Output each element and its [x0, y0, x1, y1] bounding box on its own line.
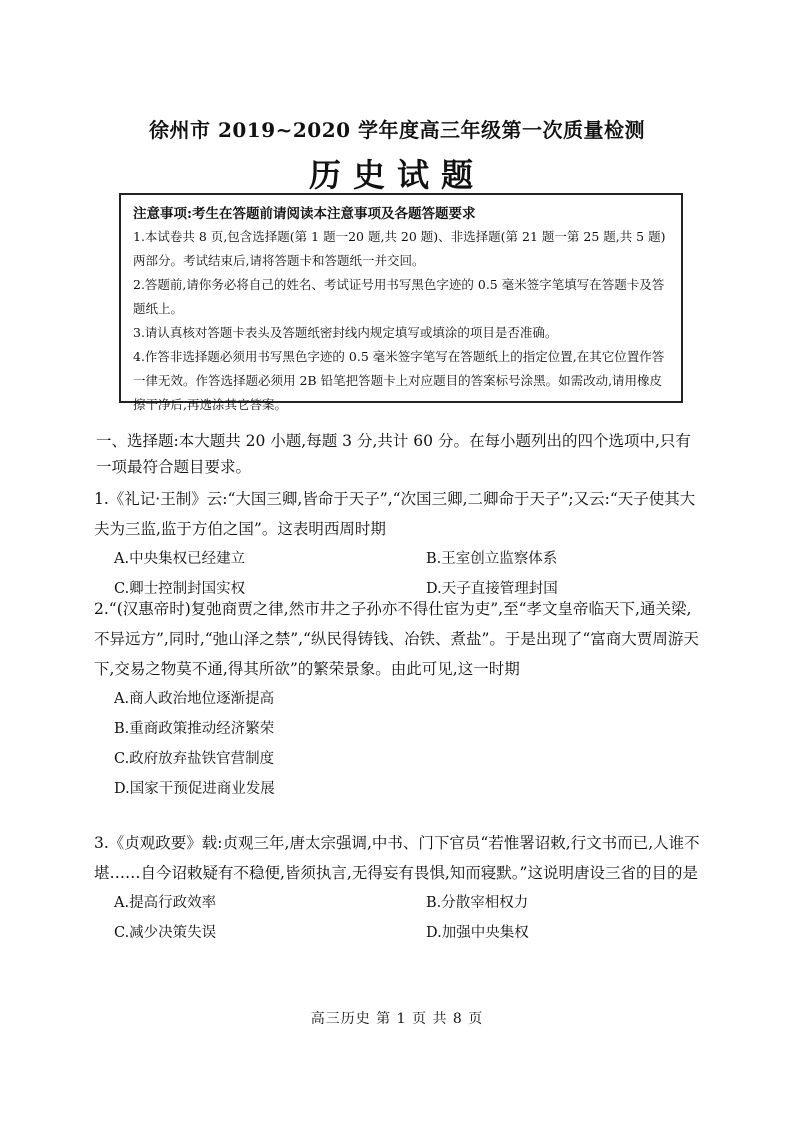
question-2 — [94, 594, 704, 804]
question-stem: 1.《礼记·王制》云:“大国三卿,皆命于天子”,“次国三卿,二卿命于天子”;又云:“天子使其大夫为三监,监于方伯之国”。这表明西周时期 — [94, 490, 696, 538]
option-b: B.分散宰相权力 — [426, 895, 529, 911]
option-b: B.重商政策推动经济繁荣 — [114, 721, 275, 737]
option-d: D.国家干预促进商业发展 — [114, 781, 275, 797]
notice-item: 1.本试卷共 8 页,包含选择题(第 1 题一20 题,共 20 题)、非选择题(第 21 题一第 25 题,共 5 题)两部分。考试结束后,请将答题卡和答题纸一并交回。 — [133, 229, 666, 268]
subject-title: 历史试题 — [308, 156, 485, 194]
section-heading: 一、选择题:本大题共 20 小题,每题 3 分,共计 60 分。在每小题列出的四个选项中,只有一项最符合题目要求。 — [96, 432, 691, 476]
option-b: B.王室创立监察体系 — [426, 551, 558, 567]
notice-item: 2.答题前,请你务必将自己的姓名、考试证号用书写黑色字迹的 0.5 毫米签字笔填写在答题卡及答题纸上。 — [133, 277, 665, 316]
option-a: A.中央集权已经建立 — [114, 551, 246, 567]
notice-heading: 注意事项:考生在答题前请阅读本注意事项及各题答题要求 — [133, 206, 476, 222]
option-a: A.商人政治地位逐渐提高 — [114, 691, 275, 707]
question-3 — [94, 828, 704, 948]
question-stem: 3.《贞观政要》载:贞观三年,唐太宗强调,中书、门下官员“若惟署诏敕,行文书而已,人谁不堪……自今诏敕疑有不稳便,皆须执言,无得妄有畏惧,知而寝默。”这说明唐设三省的目的是 — [94, 834, 700, 882]
option-d: D.加强中央集权 — [426, 925, 529, 941]
notice-box — [119, 193, 683, 412]
option-c: C.卿士控制封国实权 — [114, 581, 246, 597]
option-d: D.天子直接管理封国 — [426, 581, 558, 597]
exam-title: 徐州市 2019~2020 学年度高三年级第一次质量检测 — [148, 118, 645, 142]
option-c: C.政府放弃盐铁官营制度 — [114, 751, 275, 767]
question-stem: 2.“(汉惠帝时)复弛商贾之律,然市井之子孙亦不得仕宦为吏”,至“孝文皇帝临天下,通关梁,不异远方”,同时,“弛山泽之禁”,“纵民得铸钱、冶铁、煮盐”。于是出现了“富商大贾周游天下,交易之物莫不通,得其所欲”的繁荣景象。由此可见,这一时期 — [94, 600, 699, 678]
notice-item: 3.请认真核对答题卡表头及答题纸密封线内规定填写或填涂的项目是否准确。 — [133, 325, 558, 340]
option-row — [94, 544, 704, 574]
option-a: A.提高行政效率 — [114, 895, 217, 911]
notice-item: 4.作答非选择题必须用书写黑色字迹的 0.5 毫米签字笔写在答题纸上的指定位置,在其它位置作答一律无效。作答选择题必须用 2B 铅笔把答题卡上对应题目的答案标号涂黑。如需改动,请用橡皮擦干净后,再选涂其它答案。 — [133, 349, 665, 412]
question-1 — [94, 484, 704, 604]
page-footer: 高三历史 第 1 页 共 8 页 — [310, 1011, 484, 1027]
option-row — [94, 888, 704, 918]
option-row — [94, 918, 704, 948]
option-c: C.减少决策失误 — [114, 925, 217, 941]
